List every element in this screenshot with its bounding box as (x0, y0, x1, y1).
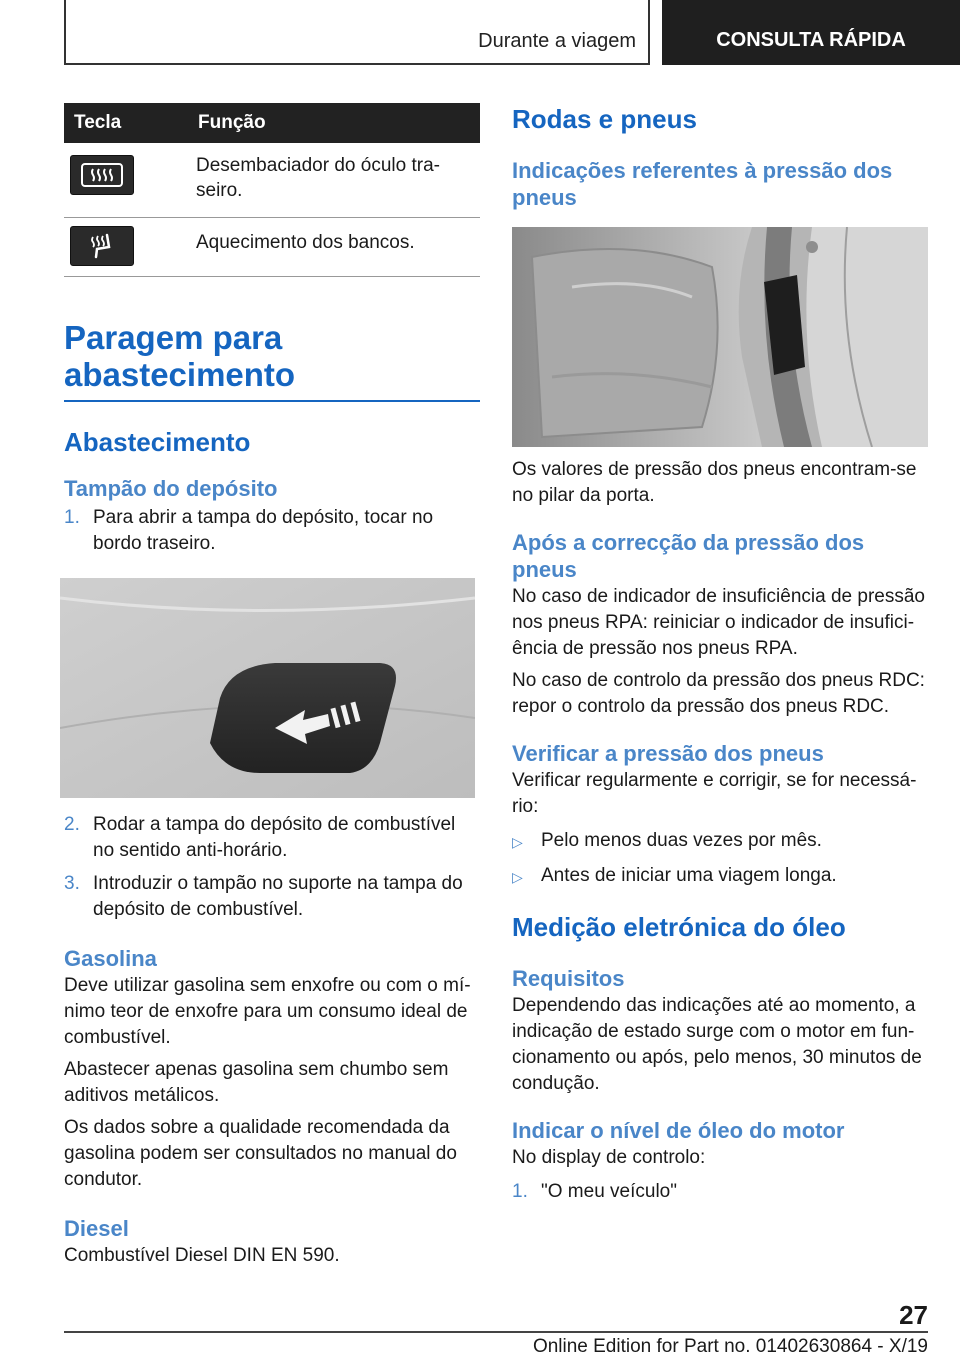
header-rule-left (64, 0, 66, 65)
header-rule-bottom (64, 63, 650, 65)
chapter-title: Paragem para abastecimento (64, 319, 480, 402)
paragraph: No caso de controlo da pressão dos pneus RDC: repor o controlo da pressão dos pneus RDC. (512, 670, 925, 717)
step-number: 3. (64, 873, 80, 894)
list-item-text: Antes de iniciar uma viagem longa. (541, 865, 837, 886)
section-heading-wheels: Rodas e pneus (512, 104, 697, 134)
header-tab-quick-reference (662, 0, 960, 65)
fuel-cap-photo (60, 578, 475, 798)
paragraph: Os valores de pressão dos pneus encontram-se no pilar da porta. (512, 459, 917, 506)
subheading-requirements: Requisitos (512, 966, 625, 991)
paragraph: Deve utilizar gasolina sem enxofre ou com o mí-nimo teor de enxofre para um consumo ideal de combustível. (64, 975, 471, 1048)
header-rule-middle (648, 0, 650, 65)
right-column (512, 103, 928, 1205)
section-heading-oil-measurement: Medição eletrónica do óleo (512, 912, 846, 942)
step-number: 2. (64, 814, 80, 835)
fuel-cap-illustration (60, 578, 475, 798)
door-pillar-photo (512, 227, 928, 447)
subheading-pressure-info: Indicações referentes à pressão dos pneus (512, 158, 893, 210)
seat-heating-icon (87, 232, 117, 260)
subheading-after-correction: Após a correcção da pressão dos pneus (512, 530, 865, 582)
paragraph: Combustível Diesel DIN EN 590. (64, 1245, 340, 1266)
step-text: Rodar a tampa do depósito de combustível no sentido anti-horário. (93, 814, 456, 861)
table-cell-key (64, 143, 186, 218)
list-item-text: Pelo menos duas vezes por mês. (541, 830, 822, 851)
footer-edition: Online Edition for Part no. 01402630864 - X/19 (532, 1336, 928, 1357)
step-number: 1. (64, 507, 80, 528)
step-text: "O meu veículo" (541, 1181, 677, 1202)
paragraph: Abastecer apenas gasolina sem chumbo sem aditivos metálicos. (64, 1059, 449, 1106)
bullet-triangle-icon: ▷ (512, 869, 523, 885)
table-header-key: Tecla (64, 103, 186, 143)
step-item (64, 871, 480, 923)
rear-window-defroster-button (70, 155, 134, 195)
bullet-triangle-icon: ▷ (512, 834, 523, 850)
table-cell-key (64, 218, 186, 277)
section-heading-refuelling: Abastecimento (64, 427, 251, 457)
step-text: Para abrir a tampa do depósito, tocar no bordo traseiro. (93, 507, 434, 554)
paragraph: Os dados sobre a qualidade recomendada da gasolina podem ser consultados no manual do condutor. (64, 1117, 457, 1190)
table-header-row (64, 103, 480, 143)
step-item (64, 812, 480, 864)
paragraph: No display de controlo: (512, 1147, 706, 1168)
table-header-function: Função (186, 103, 480, 143)
paragraph: Dependendo das indicações até ao momento, a indicação de estado surge com o motor em fun-cionamento ou após, pelo menos, 30 minutos de condução. (512, 995, 922, 1094)
key-function-table (64, 103, 480, 277)
subheading-petrol: Gasolina (64, 946, 157, 971)
step-number: 1. (512, 1181, 528, 1202)
left-column (64, 103, 480, 1269)
paragraph: No caso de indicador de insuficiência de pressão nos pneus RPA: reiniciar o indicador de insufici-ência de pressão nos pneus RPA. (512, 586, 925, 659)
header-tab-label: CONSULTA RÁPIDA (716, 29, 906, 51)
table-row (64, 218, 480, 277)
seat-heating-button (70, 226, 134, 266)
table-cell-function: Desembaciador do óculo tra-seiro. (186, 143, 480, 218)
step-item (512, 1179, 928, 1205)
step-text: Introduzir o tampão no suporte na tampa do depósito de combustível. (93, 873, 463, 920)
footer-rule (64, 1331, 928, 1333)
door-pillar-illustration (512, 227, 928, 447)
list-item (512, 863, 928, 890)
list-item (512, 828, 928, 855)
rear-window-defroster-icon (79, 161, 125, 189)
table-row (64, 143, 480, 218)
subheading-fuel-cap: Tampão do depósito (64, 476, 278, 501)
header-section-title: Durante a viagem (478, 30, 636, 52)
subheading-check-pressure: Verificar a pressão dos pneus (512, 741, 824, 766)
subheading-diesel: Diesel (64, 1216, 129, 1241)
step-item (64, 505, 480, 557)
subheading-oil-level: Indicar o nível de óleo do motor (512, 1118, 845, 1143)
paragraph: Verificar regularmente e corrigir, se for necessá-rio: (512, 770, 917, 817)
table-cell-function: Aquecimento dos bancos. (186, 218, 480, 277)
page-number: 27 (899, 1300, 928, 1330)
